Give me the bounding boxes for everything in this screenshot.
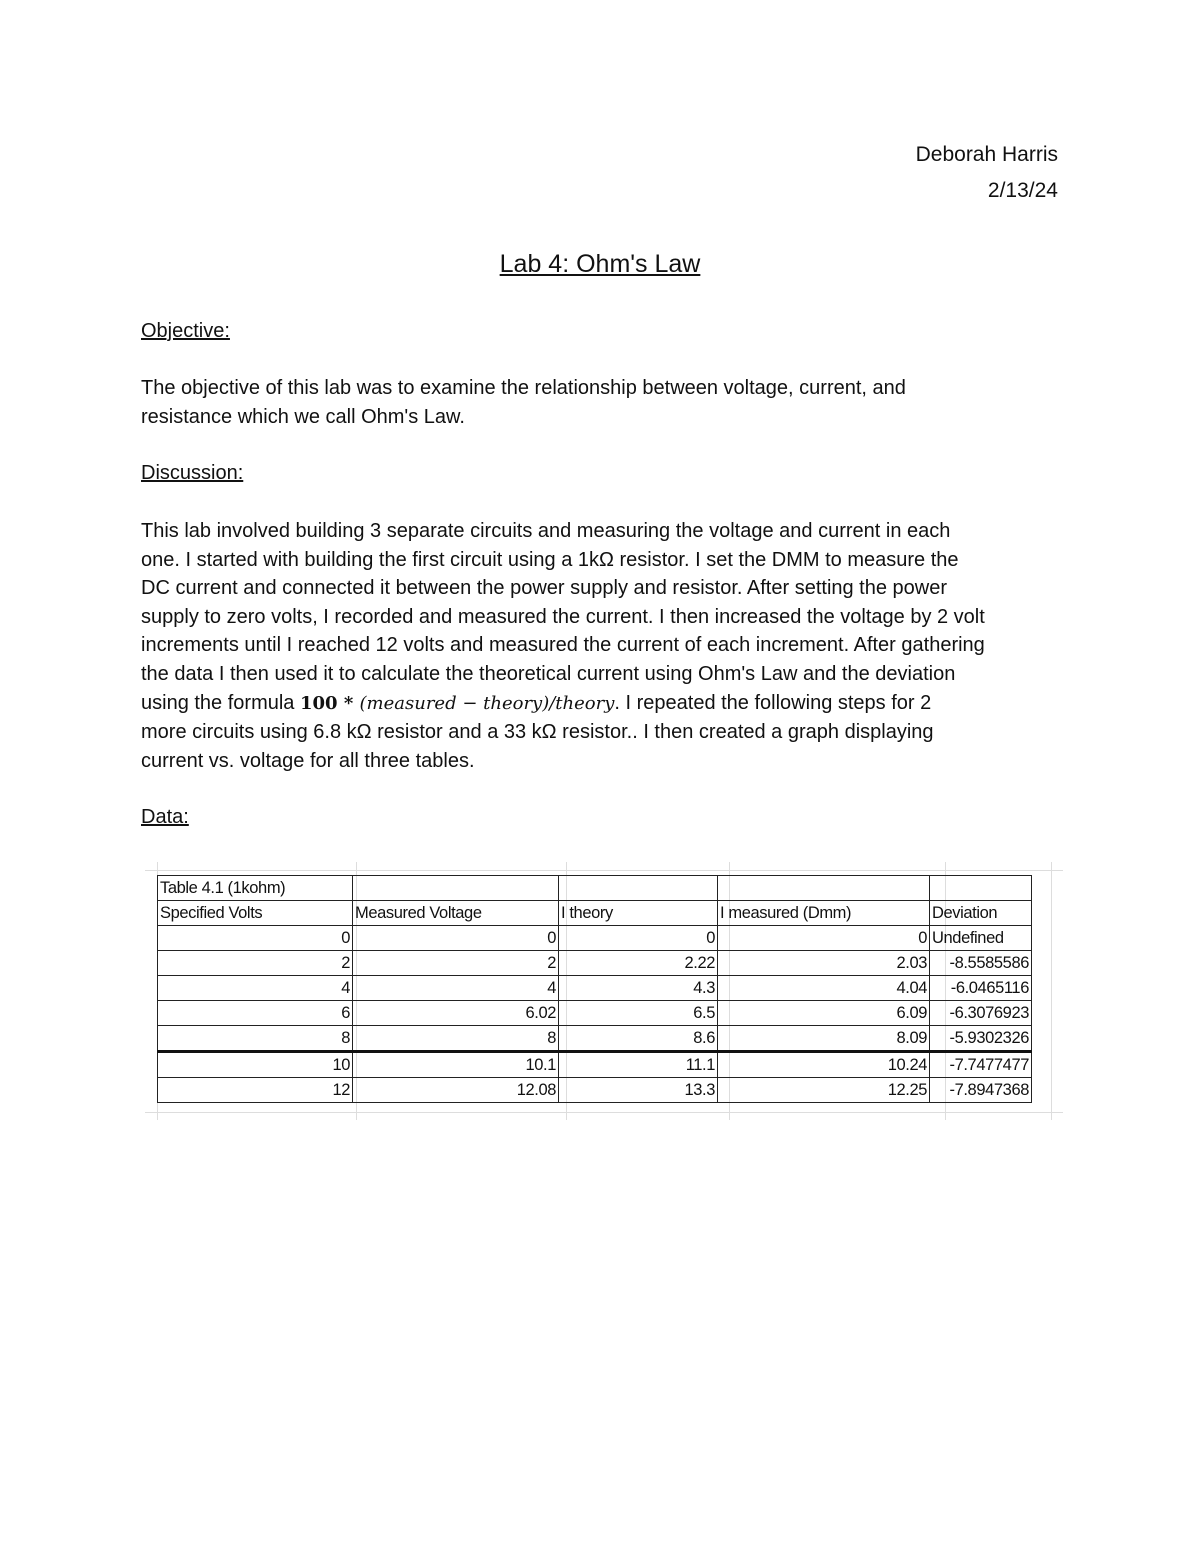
page-title: Lab 4: Ohm's Law: [499, 250, 701, 278]
table-cell: 10: [158, 1052, 353, 1078]
table-cell: -7.7477477: [930, 1052, 1032, 1078]
table-cell: 13.3: [559, 1078, 718, 1103]
table-row: [158, 951, 1032, 976]
text-line: supply to zero volts, I recorded and measured the current. I then increased the voltage by 2 volt: [141, 605, 985, 628]
column-header: I theory: [559, 901, 718, 926]
column-header: Specified Volts: [158, 901, 353, 926]
table-cell: 11.1: [559, 1052, 718, 1078]
gridline: [1051, 862, 1052, 1120]
table-cell: 12.25: [718, 1078, 930, 1103]
author-name: Deborah Harris: [915, 143, 1058, 166]
table-cell: 2: [353, 951, 559, 976]
table-cell: 12.08: [353, 1078, 559, 1103]
table-cell: Undefined: [930, 926, 1032, 951]
table-cell: 0: [353, 926, 559, 951]
column-header: I measured (Dmm): [718, 901, 930, 926]
table-caption-row: [158, 876, 1032, 901]
column-header: Deviation: [930, 901, 1032, 926]
objective-paragraph: [141, 374, 1081, 431]
table-cell: 0: [158, 926, 353, 951]
table-cell: [559, 876, 718, 901]
objective-heading: Objective:: [141, 320, 230, 342]
text-line: one. I started with building the first circuit using a 1kΩ resistor. I set the DMM to measure the: [141, 548, 959, 571]
text-line: current vs. voltage for all three tables.: [141, 749, 475, 772]
text-fragment: using the formula: [141, 691, 300, 714]
table-cell: [718, 876, 930, 901]
table-header-row: [158, 901, 1032, 926]
table-cell: -8.5585586: [930, 951, 1032, 976]
gridline: [145, 870, 1063, 871]
table-cell: 2.22: [559, 951, 718, 976]
table-cell: 4: [158, 976, 353, 1001]
table-row: [158, 1052, 1032, 1078]
table-cell: 10.1: [353, 1052, 559, 1078]
gridline: [145, 1112, 1063, 1113]
table-cell: -5.9302326: [930, 1026, 1032, 1052]
table-cell: 8.6: [559, 1026, 718, 1052]
table-cell: 4: [353, 976, 559, 1001]
discussion-paragraph: [141, 517, 1081, 775]
table-row: [158, 926, 1032, 951]
table-cell: 6: [158, 1001, 353, 1026]
table-cell: 8.09: [718, 1026, 930, 1052]
text-line: more circuits using 6.8 kΩ resistor and a 33 kΩ resistor.. I then created a graph displaying: [141, 721, 934, 744]
formula-coefficient: 100 *: [299, 692, 360, 714]
column-header: Measured Voltage: [353, 901, 559, 926]
text-line: the data I then used it to calculate the theoretical current using Ohm's Law and the deviation: [141, 662, 956, 685]
table-cell: 8: [353, 1026, 559, 1052]
table-cell: 8: [158, 1026, 353, 1052]
table-row: [158, 1078, 1032, 1103]
table-cell: -6.3076923: [930, 1001, 1032, 1026]
table-cell: [353, 876, 559, 901]
text-line: The objective of this lab was to examine the relationship between voltage, current, and: [141, 377, 906, 399]
table-cell: 10.24: [718, 1052, 930, 1078]
formula-line: [141, 689, 1081, 719]
data-heading: Data:: [141, 806, 189, 828]
discussion-heading: Discussion:: [141, 462, 244, 484]
formula-expression: (measured − theory)/theory: [359, 692, 615, 714]
table-cell: 6.09: [718, 1001, 930, 1026]
text-line: resistance which we call Ohm's Law.: [141, 405, 465, 428]
text-fragment: . I repeated the following steps for 2: [614, 691, 932, 714]
report-date: 2/13/24: [987, 179, 1058, 202]
text-line: increments until I reached 12 volts and measured the current of each increment. After gathering: [141, 634, 985, 657]
table-cell: 0: [718, 926, 930, 951]
table-cell: -7.8947368: [930, 1078, 1032, 1103]
table-cell: 4.3: [559, 976, 718, 1001]
table-cell: 2.03: [718, 951, 930, 976]
table-row: [158, 1001, 1032, 1026]
table-cell: 2: [158, 951, 353, 976]
table-cell: 6.5: [559, 1001, 718, 1026]
table-cell: 0: [559, 926, 718, 951]
table-cell: [930, 876, 1032, 901]
text-line: DC current and connected it between the power supply and resistor. After setting the power: [141, 577, 948, 600]
table-cell: 12: [158, 1078, 353, 1103]
data-table: [157, 875, 1032, 1103]
text-line: This lab involved building 3 separate circuits and measuring the voltage and current in each: [141, 520, 951, 542]
table-row: [158, 976, 1032, 1001]
table-cell: 4.04: [718, 976, 930, 1001]
table-row: [158, 1026, 1032, 1052]
table-caption: Table 4.1 (1kohm): [158, 876, 353, 901]
table-cell: -6.0465116: [930, 976, 1032, 1001]
table-cell: 6.02: [353, 1001, 559, 1026]
